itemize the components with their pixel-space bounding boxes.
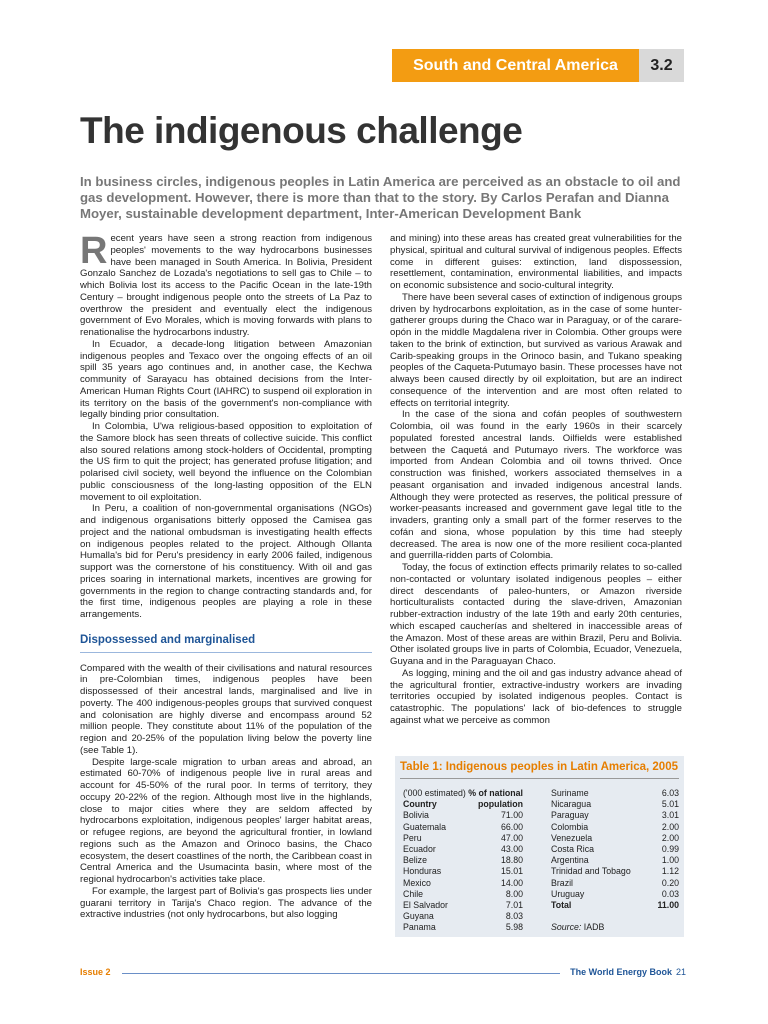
- country-cell: Mexico: [403, 877, 431, 888]
- table-row: [403, 844, 523, 855]
- table-row: [551, 844, 679, 855]
- country-cell: Argentina: [551, 855, 589, 866]
- paragraph: In Peru, a coalition of non-governmental organisations (NGOs) and indigenous organisations bitterly opposed the Camisea gas project and the national ombudsman is investigating health effects on indigenous peoples related to the project. Although Ollanta Humalla's bid for Peru's presidency in early 2006 failed, indigenous support was the cornerstone of his constituency. With oil and gas prices soaring in international markets, incentives are growing for governments in the region to change contracting standards and, for the first time, indigenous peoples are playing a role in these arrangements.: [80, 503, 372, 620]
- table-row: [551, 878, 679, 889]
- section-tab: South and Central America: [392, 49, 639, 82]
- article-title: The indigenous challenge: [80, 110, 523, 151]
- value-cell: 2.00: [661, 832, 679, 843]
- table-source: [551, 922, 679, 933]
- value-cell: 8.00: [505, 888, 523, 899]
- table-row: [551, 822, 679, 833]
- table-row: [403, 855, 523, 866]
- country-cell: Brazil: [551, 877, 573, 888]
- table-row: [551, 788, 679, 799]
- table-right-half: [551, 788, 679, 933]
- paragraph: In the case of the siona and cofán peoples of southwestern Colombia, oil was found in the early 1960s in their scarcely populated forested ancestral lands. Oilfields were established between the Caquetá and Putumayo rivers. The workforce was imported from Andean Colombia and oil towns thrived. Once construction was finished, workers associated themselves in a peasant organisation and invaded indigenous ancestral lands. Although they were protected as reserves, the political pressure of worker-peasants increased and government gave legal title to the invaders, granting only a small part of the former reserves to the cofán and siona, whose population by this time had steeply decreased. The area is now one of the more resilient coca-planted and guerrilla-ridden parts of Colombia.: [390, 409, 682, 562]
- table-left-half: [403, 788, 523, 934]
- source-label: Source:: [551, 922, 582, 933]
- page-number: 21: [675, 967, 686, 977]
- country-cell: Honduras: [403, 866, 442, 877]
- country-cell: Belize: [403, 855, 427, 866]
- source-text: IADB: [583, 922, 605, 933]
- paragraph: In Ecuador, a decade-long litigation between Amazonian indigenous peoples and Texaco over the ongoing effects of an oil spill 35 years ago continues and, in another case, the Kechwa community of Sarayacu has obtained decisions from the Inter-American Human Rights Court (IAHRC) to suspend oil exploration in its territory on the basis of the government's non-compliance with legally binding prior consultation.: [80, 338, 372, 421]
- value-cell: 0.03: [661, 888, 679, 899]
- value-cell: 47.00: [500, 832, 523, 843]
- value-cell: 1.00: [661, 855, 679, 866]
- drop-cap: R: [80, 230, 108, 272]
- table-row: [403, 922, 523, 933]
- table-header-row: [403, 788, 523, 799]
- country-cell: Costa Rica: [551, 844, 595, 855]
- paragraph: There have been several cases of extinction of indigenous groups driven by hydrocarbons exploitation, as in the case of some hunter-gatherer groups during the Chaco war in Paraguay, or of the carare-opón in the middle Magdalena river in Colombia. Other groups were taken to the brink of extinction, but survived as various Arawak and Carib-speaking groups in the Orinoco basin, and Tukano speaking peoples of the Caqueta-Putumayo basin. These processes have not always been caused directly by oil exploitation, but are an indirect consequence of the intervention and are most often related to effects on territorial integrity.: [390, 291, 682, 409]
- column-header: Country: [403, 799, 437, 810]
- paragraph: and mining) into these areas has created great vulnerabilities for the physical, spiritual and cultural survival of indigenous peoples. Effects come in different guises: extinction, land dispossession, resettlement, contamination, environmental liabilities, and impacts on economic subsistence and socio-cultural integrity.: [390, 233, 682, 291]
- paragraph: In Colombia, U'wa religious-based opposition to exploitation of the Samore block has seen threats of collective suicide. This conflict also soured relations among stock-holders of Occidental, prompting the US firm to quit the project; has generated profuse litigation; and polarised civil society, well beyond the influence on the Colombian public consciousness of the long-lasting opposition of the ELN movement to oil exploitation.: [80, 421, 372, 503]
- table-row: [403, 833, 523, 844]
- data-table-box: [395, 756, 684, 937]
- value-cell: 1.12: [661, 866, 679, 877]
- value-cell: 15.01: [500, 866, 523, 877]
- table-row: [551, 855, 679, 866]
- issue-label: Issue 2: [80, 967, 111, 977]
- paragraph: [80, 230, 372, 339]
- book-title: The World Energy Book: [570, 967, 672, 977]
- table-row: [403, 889, 523, 900]
- table-total-row: [551, 900, 679, 911]
- paragraph: For example, the largest part of Bolivia's gas prospects lies under guarani territory in Tarija's Chaco region. The advance of the extractive industries (not only hydrocarbons, but also logging: [80, 885, 372, 921]
- value-cell: 14.00: [500, 877, 523, 888]
- value-cell: 18.80: [500, 855, 523, 866]
- table-unit: ('000 estimated): [403, 788, 466, 798]
- country-cell: Paraguay: [551, 810, 589, 821]
- column-header: population: [478, 799, 523, 810]
- paragraph: As logging, mining and the oil and gas industry advance ahead of the agricultural frontier, extractive-industry workers are invading territories occupied by isolated indigenous peoples. Contact is catastrophic. The populations' lack of bio-defences to struggle against what we perceive as common: [390, 667, 682, 726]
- country-cell: Suriname: [551, 788, 589, 798]
- total-value: 11.00: [657, 900, 679, 911]
- value-cell: 7.01: [505, 900, 523, 911]
- country-cell: Venezuela: [551, 832, 593, 843]
- value-cell: 43.00: [500, 844, 523, 855]
- table-row: [403, 810, 523, 821]
- table-row: [403, 866, 523, 877]
- right-column: [390, 233, 682, 727]
- value-cell: 2.00: [661, 821, 679, 832]
- table-row: [403, 911, 523, 922]
- value-cell: 3.01: [661, 810, 679, 821]
- paragraph: Despite large-scale migration to urban areas and abroad, an estimated 60-70% of indigenous people live in rural areas and account for 45-50% of the rural poor. In terms of territory, they occupy 20-22% of the region. Although most live in the highlands, close to major cities where they are seldom affected by hydrocarbons exploitation, indigenous peoples' larger habitat areas, or refugee regions, are beyond the agricultural frontier, in lowland regions such as the Amazon and Orinoco basins, the Chaco ecosystem, the desert coastlines of the north, the Caribbean coast in Central America and the Usumacinta basin, where most of the regional hydrocarbon's activities take place.: [80, 756, 372, 885]
- country-cell: Trinidad and Tobago: [551, 866, 631, 877]
- paragraph: Today, the focus of extinction effects primarily relates to so-called non-contacted or voluntary isolated indigenous peoples – either direct descendants of paleo-hunters, or Amazon riverside horticulturalists contacted during the slave-driven, Amazonian rubber-extraction industry of the late 19th and early 20th centuries, which escaped caucherías and sheltered in inaccessible areas of the Amazon. Most of these areas are within Brazil, Peru and Bolivia. Other isolated groups live in parts of Colombia, Ecuador, Venezuela, Guyana and in the Paraguayan Chaco.: [390, 562, 682, 667]
- table-row: [551, 889, 679, 900]
- subheading: Dispossessed and marginalised: [80, 635, 372, 653]
- table-header-row: [403, 799, 523, 810]
- paragraph: Compared with the wealth of their civilisations and natural resources in pre-Colombian times, indigenous peoples have been dispossessed of their ancestral lands, marginalised and live in poverty. The 400 indigenous-peoples groups that survived conquest and colonisation are highly diverse and encompass around 52 million people. They constitute about 11% of the population of the region and 20-25% of the population living below the poverty line (see Table 1).: [80, 662, 372, 756]
- value-cell: 8.03: [505, 911, 523, 922]
- country-cell: Chile: [403, 888, 424, 899]
- value-cell: 0.99: [661, 844, 679, 855]
- country-cell: Ecuador: [403, 844, 436, 855]
- country-cell: Nicaragua: [551, 799, 592, 810]
- section-number: 3.2: [639, 49, 684, 82]
- page-footer: [80, 965, 686, 981]
- table-title: Table 1: Indigenous peoples in Latin America, 2005: [400, 761, 678, 773]
- country-cell: Uruguay: [551, 888, 585, 899]
- value-cell: 5.01: [661, 799, 679, 810]
- paragraph-text: ecent years have seen a strong reaction from indigenous peoples' movements to the way hydrocarbons businesses have been managed in South America. In Bolivia, President Gonzalo Sanchez de Lozada's negotiations to sell gas to Chile – to which Bolivia lost its access to the Pacific Ocean in the late-19th Century – brought indigenous people onto the streets of La Paz to overthrow the president and eventually elect the indigenous government of Evo Morales, which is moving forwards with plans to renationalise the hydrocarbons industry.: [80, 233, 372, 338]
- table-row: [551, 833, 679, 844]
- table-row: [551, 799, 679, 810]
- value-cell: 6.03: [661, 788, 679, 798]
- total-label: Total: [551, 900, 572, 911]
- value-cell: 5.98: [505, 922, 523, 933]
- table-divider: [400, 778, 679, 779]
- table-row: [403, 878, 523, 889]
- value-cell: 66.00: [500, 821, 523, 832]
- standfirst: In business circles, indigenous peoples in Latin America are perceived as an obstacle to oil and gas development. However, there is more than that to the story. By Carlos Perafan and Dianna Moyer, sustainable development department, Inter-American Development Bank: [80, 174, 681, 221]
- value-cell: 0.20: [661, 877, 679, 888]
- footer-rule: [122, 973, 560, 974]
- country-cell: El Salvador: [403, 900, 448, 911]
- country-cell: Guyana: [403, 911, 434, 922]
- column-header: % of national: [468, 788, 523, 798]
- table-row: [551, 866, 679, 877]
- country-cell: Peru: [403, 832, 422, 843]
- table-row: [403, 900, 523, 911]
- left-column: [80, 230, 372, 921]
- country-cell: Guatemala: [403, 821, 447, 832]
- country-cell: Bolivia: [403, 810, 429, 821]
- country-cell: Colombia: [551, 821, 589, 832]
- value-cell: 71.00: [500, 810, 523, 821]
- table-row: [551, 810, 679, 821]
- country-cell: Panama: [403, 922, 436, 933]
- table-row: [403, 822, 523, 833]
